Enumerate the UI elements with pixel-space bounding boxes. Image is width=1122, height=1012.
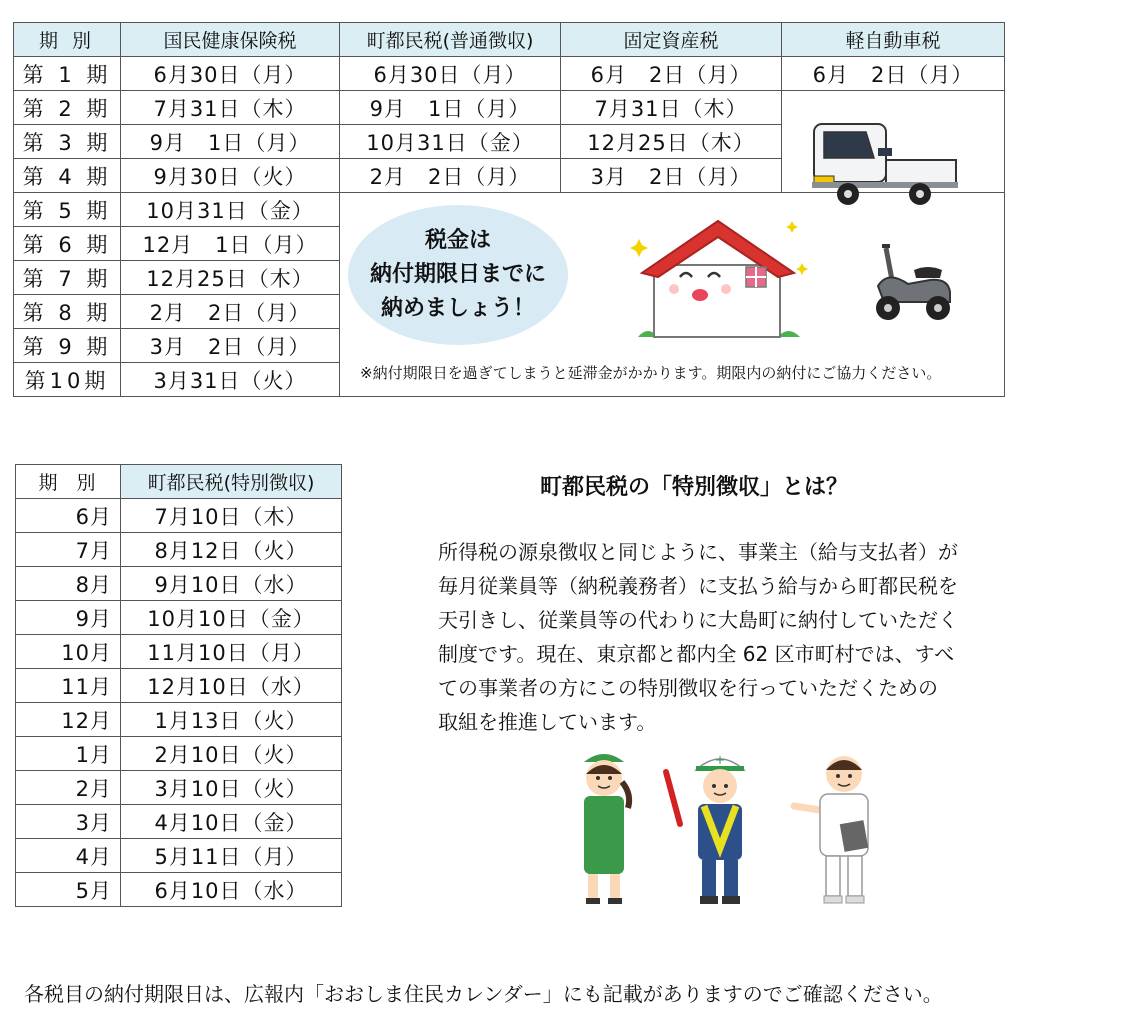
table-row	[16, 601, 342, 635]
period-cell: 第10期	[14, 363, 121, 397]
explanation-line: 毎月従業員等（納税義務者）に支払う給与から町都民税を	[438, 574, 958, 598]
explanation-line: 取組を推進しています。	[438, 710, 657, 734]
bubble-line-2: 納付期限日までに	[369, 262, 546, 287]
resident-date: 2月 2日（月）	[340, 159, 561, 193]
date-cell: 1月13日（火）	[121, 703, 342, 737]
workers-illustration	[574, 748, 884, 906]
period-cell: 第 7 期	[14, 261, 121, 295]
smiling-house-icon	[628, 215, 808, 339]
period-cell: 第 1 期	[14, 57, 121, 91]
month-cell: 7月	[16, 533, 121, 567]
period-cell: 第 5 期	[14, 193, 121, 227]
table-row	[16, 737, 342, 771]
nhi-date: 3月 2日（月）	[121, 329, 340, 363]
nhi-date: 12月25日（木）	[121, 261, 340, 295]
date-cell: 10月10日（金）	[121, 601, 342, 635]
table-row	[16, 703, 342, 737]
svg-text:+: +	[714, 753, 726, 767]
month-cell: 11月	[16, 669, 121, 703]
date-cell: 9月10日（水）	[121, 567, 342, 601]
date-cell: 7月10日（木）	[121, 499, 342, 533]
date-cell: 5月11日（月）	[121, 839, 342, 873]
table-row	[14, 57, 1005, 91]
month-cell: 4月	[16, 839, 121, 873]
nhi-date: 12月 1日（月）	[121, 227, 340, 261]
nhi-date: 9月30日（火）	[121, 159, 340, 193]
kei-truck-icon	[810, 118, 960, 210]
bubble-line-1: 税金は	[424, 228, 491, 253]
table-row	[16, 805, 342, 839]
property-date: 12月25日（木）	[561, 125, 782, 159]
special-collection-explanation	[438, 535, 998, 739]
header-special-resident: 町都民税(特別徴収)	[121, 465, 342, 499]
month-cell: 8月	[16, 567, 121, 601]
property-date: 7月31日（木）	[561, 91, 782, 125]
table-row	[16, 839, 342, 873]
nhi-date: 3月31日（火）	[121, 363, 340, 397]
explanation-line: 天引きし、従業員等の代わりに大島町に納付していただく	[438, 608, 958, 632]
special-collection-table	[15, 464, 342, 907]
month-cell: 10月	[16, 635, 121, 669]
reminder-bubble	[348, 205, 568, 345]
month-cell: 1月	[16, 737, 121, 771]
construction-worker-icon	[666, 753, 744, 904]
date-cell: 3月10日（火）	[121, 771, 342, 805]
month-cell: 5月	[16, 873, 121, 907]
special-collection-title: 町都民税の「特別徴収」とは？	[540, 475, 849, 500]
nhi-date: 7月31日（木）	[121, 91, 340, 125]
table-row	[16, 771, 342, 805]
nhi-date: 10月31日（金）	[121, 193, 340, 227]
explanation-line: ての事業者の方にこの特別徴収を行っていただくための	[438, 676, 938, 700]
explanation-line: 所得税の源泉徴収と同じように、事業主（給与支払者）が	[438, 540, 958, 564]
period-cell: 第 4 期	[14, 159, 121, 193]
date-cell: 12月10日（水）	[121, 669, 342, 703]
header-property: 固定資産税	[561, 23, 782, 57]
light-car-date: 6月 2日（月）	[782, 57, 1005, 91]
table-row	[16, 567, 342, 601]
month-cell: 2月	[16, 771, 121, 805]
resident-date: 9月 1日（月）	[340, 91, 561, 125]
property-date: 3月 2日（月）	[561, 159, 782, 193]
month-cell: 9月	[16, 601, 121, 635]
nhi-date: 6月30日（月）	[121, 57, 340, 91]
date-cell: 6月10日（水）	[121, 873, 342, 907]
table-header-row	[14, 23, 1005, 57]
nhi-date: 2月 2日（月）	[121, 295, 340, 329]
date-cell: 4月10日（金）	[121, 805, 342, 839]
property-date: 6月 2日（月）	[561, 57, 782, 91]
nhi-date: 9月 1日（月）	[121, 125, 340, 159]
header-period: 期 別	[16, 465, 121, 499]
header-light-car: 軽自動車税	[782, 23, 1005, 57]
shop-clerk-icon	[584, 754, 629, 904]
period-cell: 第 3 期	[14, 125, 121, 159]
period-cell: 第 2 期	[14, 91, 121, 125]
office-worker-icon	[794, 756, 868, 903]
date-cell: 8月12日（火）	[121, 533, 342, 567]
late-payment-note: ※納付期限日を過ぎてしまうと延滞金がかかります。期限内の納付にご協力ください。	[360, 364, 942, 382]
period-cell: 第 8 期	[14, 295, 121, 329]
month-cell: 3月	[16, 805, 121, 839]
bubble-line-3: 納めましょう！	[380, 296, 535, 321]
period-cell: 第 6 期	[14, 227, 121, 261]
table-row	[16, 499, 342, 533]
scooter-icon	[868, 240, 958, 325]
resident-date: 10月31日（金）	[340, 125, 561, 159]
table-row	[16, 669, 342, 703]
month-cell: 12月	[16, 703, 121, 737]
table-header-row	[16, 465, 342, 499]
table-row	[16, 873, 342, 907]
table-row	[16, 533, 342, 567]
footer-note: 各税目の納付期限日は、広報内「おおしま住民カレンダー」にも記載がありますのでご確認ください。	[24, 982, 943, 1006]
period-cell: 第 9 期	[14, 329, 121, 363]
month-cell: 6月	[16, 499, 121, 533]
table-row	[16, 635, 342, 669]
date-cell: 2月10日（火）	[121, 737, 342, 771]
header-period: 期 別	[14, 23, 121, 57]
explanation-line: 制度です。現在、東京都と都内全 62 区市町村では、すべ	[438, 642, 955, 666]
header-nhi: 国民健康保険税	[121, 23, 340, 57]
header-resident: 町都民税(普通徴収)	[340, 23, 561, 57]
date-cell: 11月10日（月）	[121, 635, 342, 669]
resident-date: 6月30日（月）	[340, 57, 561, 91]
